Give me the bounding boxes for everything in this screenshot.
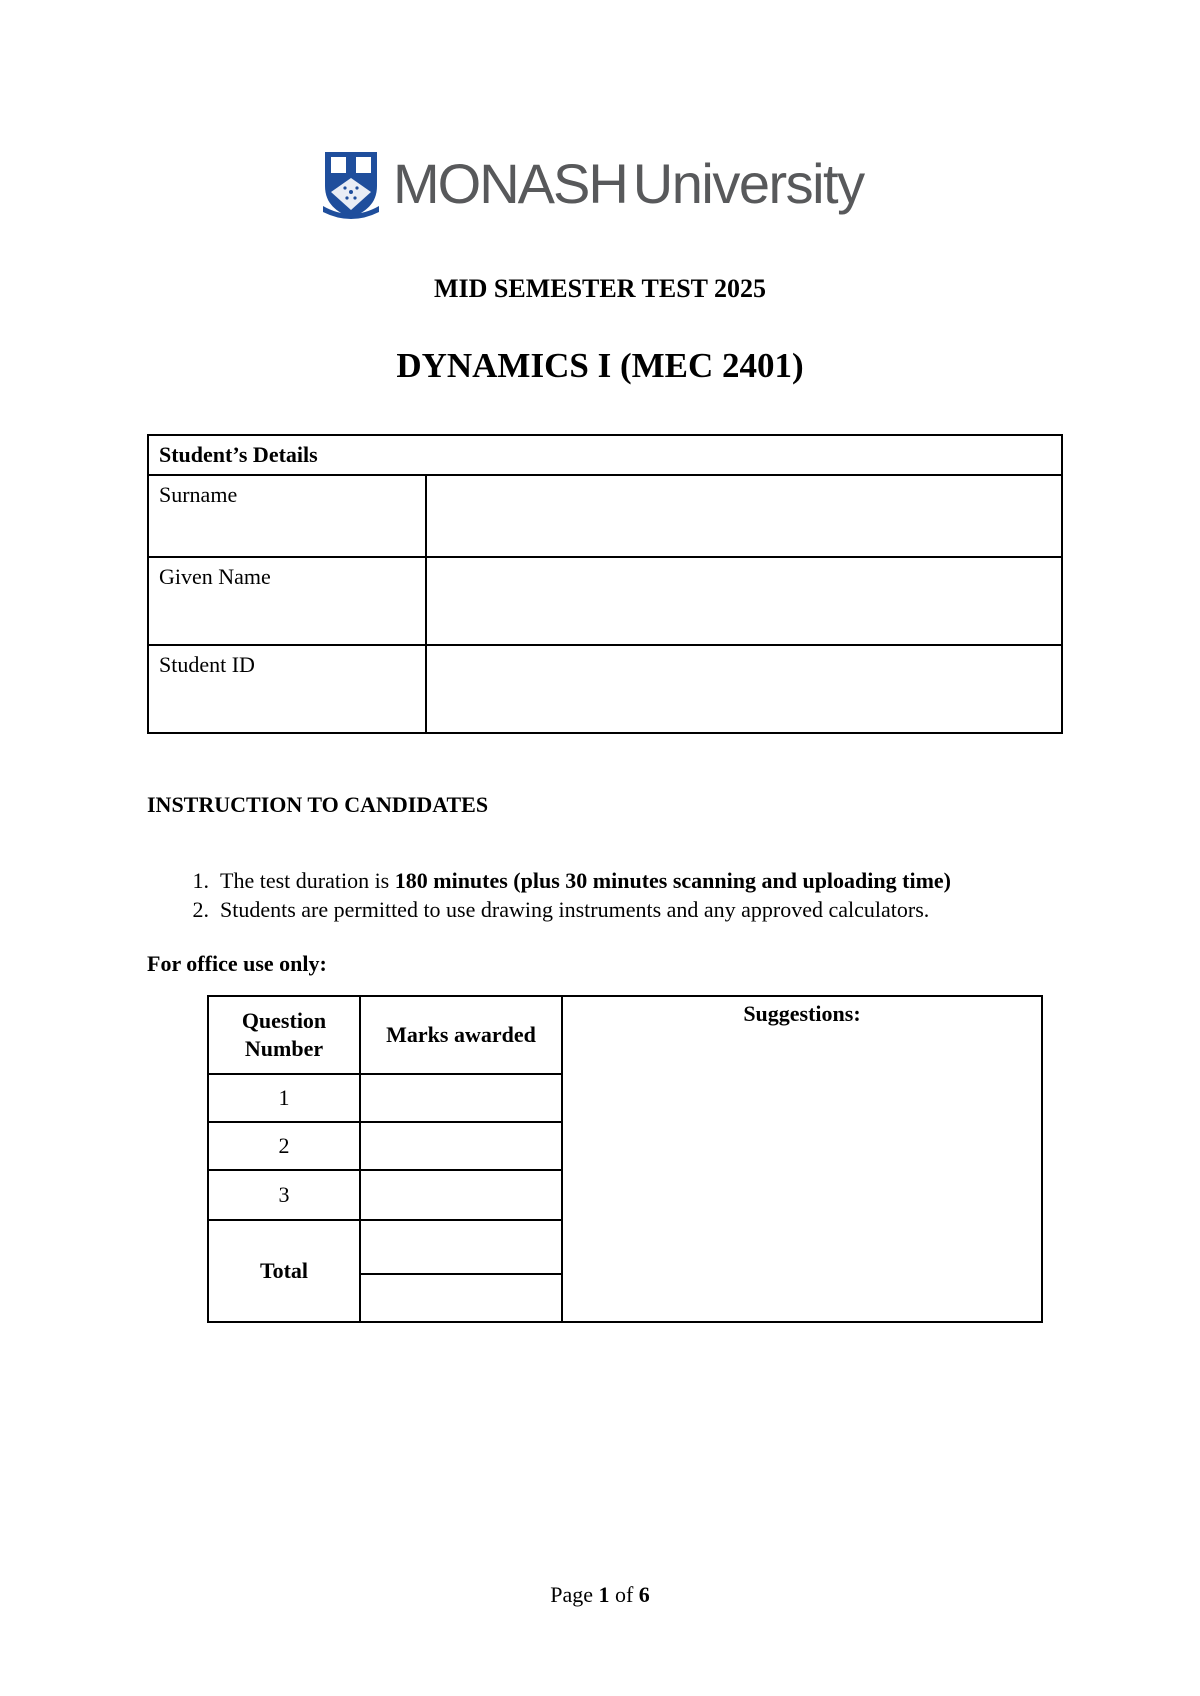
instruction-item	[147, 866, 951, 895]
question-number-cell: 3	[208, 1170, 360, 1220]
instruction-text: The test duration is	[220, 868, 395, 893]
marks-cell[interactable]	[360, 1122, 562, 1170]
question-number-cell: 1	[208, 1074, 360, 1122]
marks-awarded-header: Marks awarded	[360, 996, 562, 1074]
office-use-label: For office use only:	[147, 951, 327, 976]
question-number-cell: 2	[208, 1122, 360, 1170]
instruction-text: Students are permitted to use drawing instruments and any approved calculators.	[220, 897, 930, 922]
page-middle: of	[609, 1582, 639, 1607]
page-footer	[0, 1582, 1200, 1608]
instruction-item	[147, 895, 951, 924]
student-id-label: Student ID	[148, 645, 426, 733]
monash-logo	[321, 146, 889, 222]
given-name-field[interactable]	[426, 557, 1062, 645]
given-name-label: Given Name	[148, 557, 426, 645]
surname-label: Surname	[148, 475, 426, 557]
test-subtitle: MID SEMESTER TEST 2025	[433, 274, 767, 303]
instructions-list	[147, 866, 951, 924]
course-title: DYNAMICS I (MEC 2401)	[396, 346, 804, 385]
marks-cell[interactable]	[360, 1170, 562, 1220]
page-current: 1	[598, 1582, 610, 1607]
total-out-of-cell[interactable]	[360, 1274, 562, 1322]
page-prefix: Page	[550, 1582, 599, 1607]
total-marks-cell[interactable]	[360, 1220, 562, 1274]
suggestions-box[interactable]: Suggestions:	[562, 996, 1042, 1322]
student-id-field[interactable]	[426, 645, 1062, 733]
instruction-number: 2.	[192, 897, 209, 922]
student-details-heading: Student’s Details	[148, 435, 1062, 475]
instruction-number: 1.	[192, 868, 209, 893]
office-use-table	[207, 995, 1043, 1323]
total-label: Total	[208, 1220, 360, 1322]
question-number-header: Question Number	[208, 996, 360, 1074]
monash-crest-icon	[321, 148, 381, 220]
marks-cell[interactable]	[360, 1074, 562, 1122]
student-details-table	[147, 434, 1063, 734]
instruction-bold-text: 180 minutes (plus 30 minutes scanning and uploading time)	[394, 868, 951, 893]
monash-wordmark: MONASH University	[393, 152, 864, 215]
page-total: 6	[638, 1582, 650, 1607]
instructions-heading: INSTRUCTION TO CANDIDATES	[147, 792, 489, 817]
surname-field[interactable]	[426, 475, 1062, 557]
